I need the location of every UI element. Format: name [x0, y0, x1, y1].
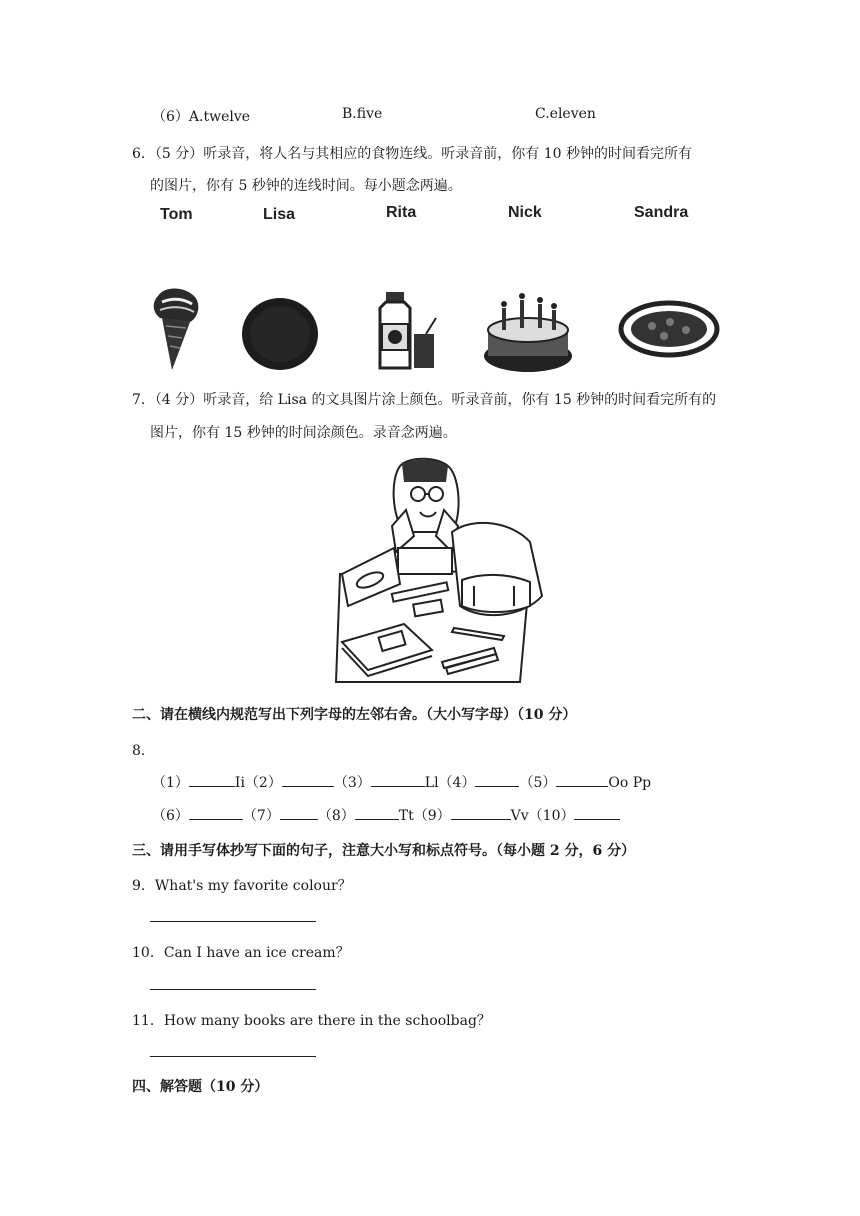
blank-5[interactable] — [556, 772, 608, 787]
blank-2[interactable] — [282, 772, 334, 787]
pizza-icon — [618, 300, 720, 358]
name-nick: Nick — [508, 204, 542, 221]
question-9: 9．What's my favorite colour？ — [132, 878, 352, 894]
juice-bottle-icon — [370, 290, 442, 372]
option-a: （6）A.twelve — [152, 109, 251, 125]
blank-4[interactable] — [475, 772, 519, 787]
blank-8[interactable] — [355, 805, 399, 820]
name-lisa: Lisa — [263, 206, 296, 223]
answer-line-9[interactable] — [150, 921, 316, 922]
name-sandra: Sandra — [634, 204, 689, 221]
section-4-title: 四、解答题（10 分） — [132, 1079, 269, 1095]
question-6-line1: 6．（5 分）听录音，将人名与其相应的食物连线。听录音前，你有 10 秒钟的时间看完所有 — [132, 146, 692, 162]
question-7-line2: 图片，你有 15 秒钟的时间涂颜色。录音念两遍。 — [150, 425, 457, 441]
letters-row-2: （6） （7） （8） Tt（9） Vv（10） — [152, 805, 620, 825]
blank-6[interactable] — [189, 805, 243, 820]
ice-cream-icon — [150, 288, 202, 372]
blank-10[interactable] — [574, 805, 620, 820]
question-8-number: 8． — [132, 743, 155, 759]
question-10: 10．Can I have an ice cream？ — [132, 945, 350, 961]
birthday-cake-icon — [480, 290, 576, 374]
question-11: 11．How many books are there in the schoolbag？ — [132, 1013, 491, 1029]
blank-1[interactable] — [189, 772, 235, 787]
question-6-line2: 的图片，你有 5 秒钟的连线时间。每小题念两遍。 — [150, 178, 462, 194]
option-c: C.eleven — [535, 106, 596, 122]
letters-row-1: （1） Ii（2） （3） Ll（4） （5） Oo Pp — [152, 772, 651, 792]
blank-9[interactable] — [451, 805, 511, 820]
option-b: B.five — [342, 106, 383, 122]
answer-line-10[interactable] — [150, 989, 316, 990]
name-tom: Tom — [160, 206, 193, 223]
round-cake-icon — [240, 296, 320, 372]
lisa-stationery-illustration — [334, 456, 556, 686]
section-2-title: 二、请在横线内规范写出下列字母的左邻右舍。（大小写字母）（10 分） — [132, 707, 577, 723]
section-3-title: 三、请用手写体抄写下面的句子，注意大小写和标点符号。（每小题 2 分，6 分） — [132, 843, 636, 859]
answer-line-11[interactable] — [150, 1056, 316, 1057]
name-rita: Rita — [386, 204, 417, 221]
blank-7[interactable] — [280, 805, 318, 820]
blank-3[interactable] — [371, 772, 425, 787]
question-7-line1: 7．（4 分）听录音，给 Lisa 的文具图片涂上颜色。听录音前，你有 15 秒钟的时间看完所有的 — [132, 392, 717, 408]
